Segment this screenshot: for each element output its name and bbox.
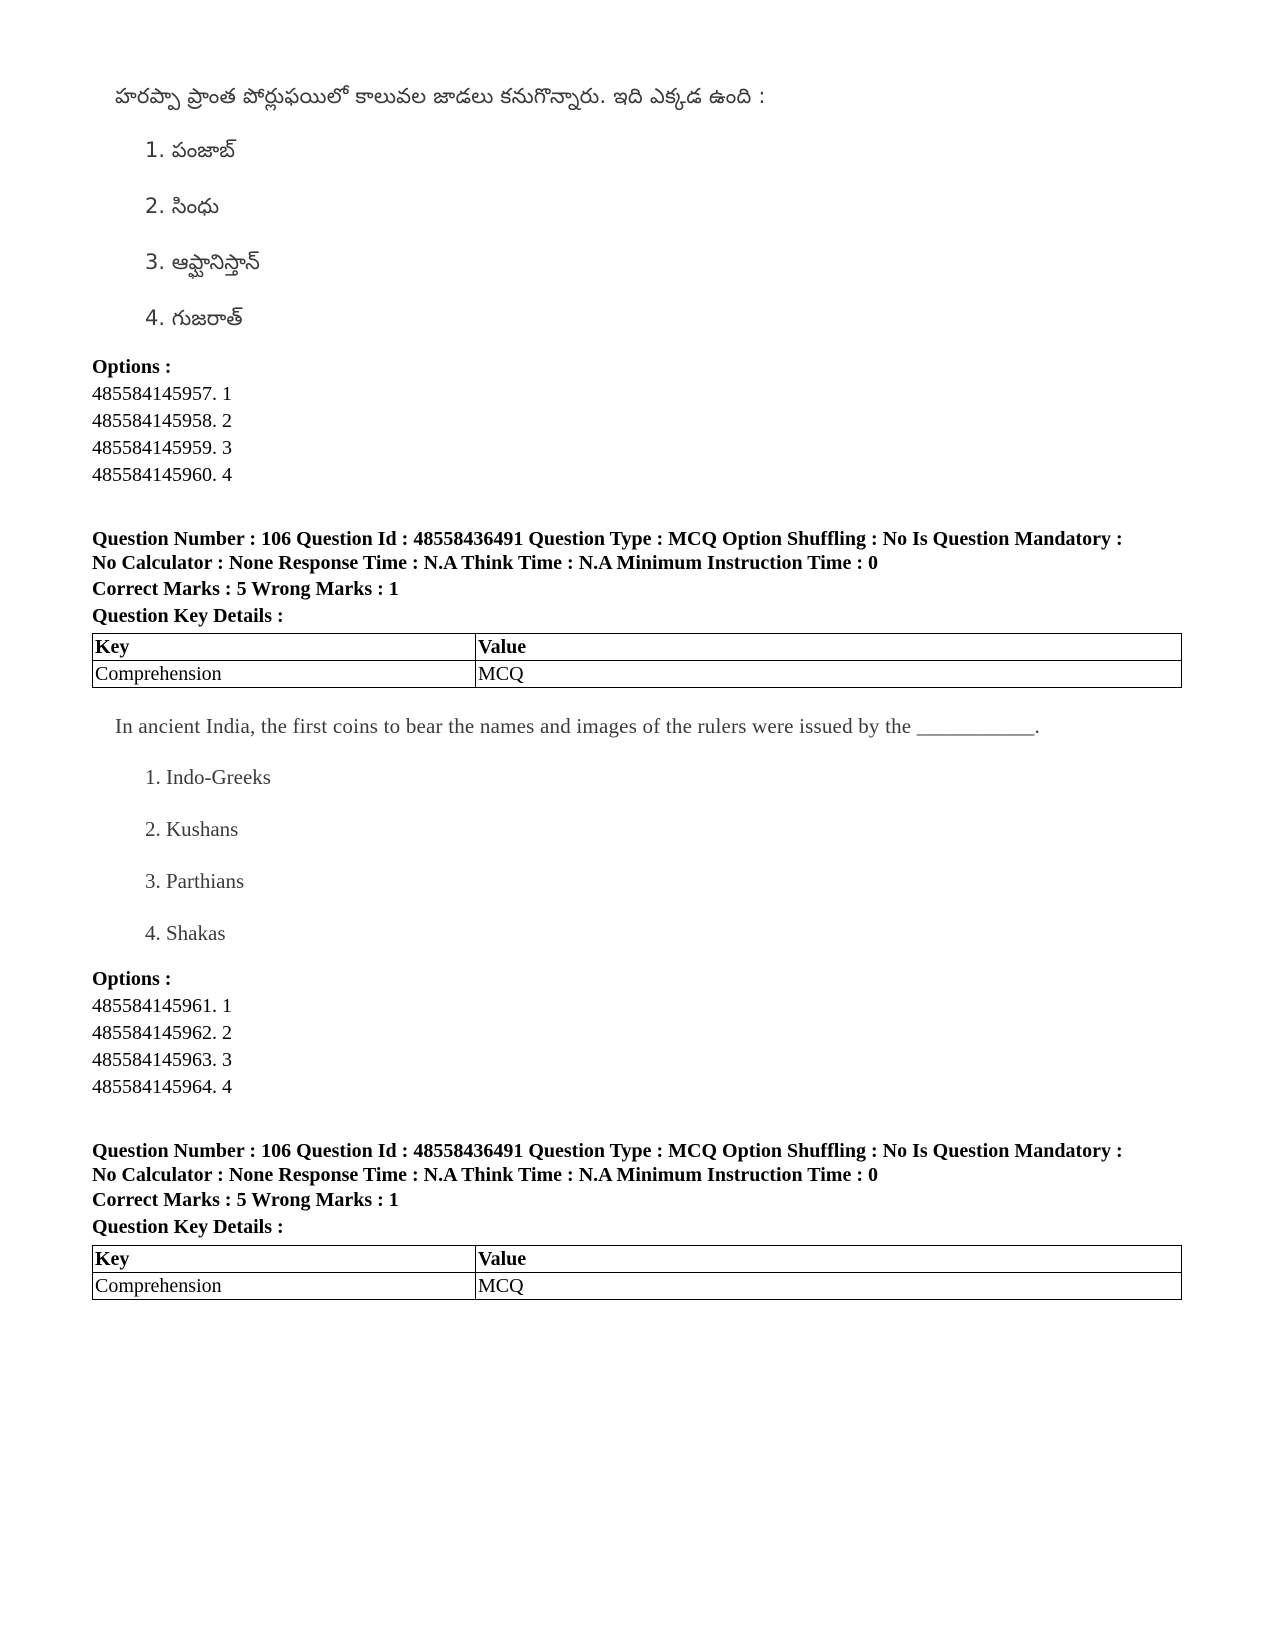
key-details-label-2: Question Key Details : bbox=[92, 1216, 284, 1238]
table-header-value: Value bbox=[476, 634, 1182, 661]
question-meta-1 bbox=[92, 527, 1192, 575]
question-1-choice-1: 1. పంజాబ్ bbox=[145, 138, 236, 162]
option-1-3: 485584145959. 3 bbox=[92, 437, 232, 459]
question-1-choice-4: 4. గుజరాత్ bbox=[145, 306, 243, 330]
option-1-4: 485584145960. 4 bbox=[92, 464, 232, 486]
key-details-label-1: Question Key Details : bbox=[92, 605, 284, 627]
option-1-2: 485584145958. 2 bbox=[92, 410, 232, 432]
table-header-key: Key bbox=[93, 634, 476, 661]
table-cell-value: MCQ bbox=[476, 661, 1182, 688]
table-row bbox=[93, 661, 1182, 688]
key-value-table-1 bbox=[92, 633, 1182, 688]
question-2-choice-2: 2. Kushans bbox=[145, 817, 239, 841]
marks-2: Correct Marks : 5 Wrong Marks : 1 bbox=[92, 1189, 399, 1211]
table-cell-key: Comprehension bbox=[93, 1273, 476, 1300]
table-header-row bbox=[93, 634, 1182, 661]
question-2-choice-1: 1. Indo-Greeks bbox=[145, 765, 271, 789]
table-row bbox=[93, 1273, 1182, 1300]
option-2-3: 485584145963. 3 bbox=[92, 1049, 232, 1071]
table-cell-key: Comprehension bbox=[93, 661, 476, 688]
options-label-2: Options : bbox=[92, 968, 172, 990]
question-1-image bbox=[115, 84, 766, 336]
question-2-image bbox=[115, 714, 1040, 946]
table-header-value: Value bbox=[476, 1246, 1182, 1273]
question-meta-2-line-1: Question Number : 106 Question Id : 48558436491 Question Type : MCQ Option Shuffling : No Is Question Mandatory : bbox=[92, 1140, 1123, 1162]
table-header-row bbox=[93, 1246, 1182, 1273]
question-2-stem: In ancient India, the first coins to bear the names and images of the rulers were issued by the ___________. bbox=[115, 714, 1040, 738]
question-1-choice-3: 3. ఆఫ్ఘానిస్తాన్ bbox=[145, 250, 260, 274]
question-meta-1-line-2: No Calculator : None Response Time : N.A Think Time : N.A Minimum Instruction Time : 0 bbox=[92, 552, 878, 574]
question-1-choice-2: 2. సింధు bbox=[145, 194, 220, 218]
question-2-choice-4: 4. Shakas bbox=[145, 921, 226, 945]
question-2-choice-3: 3. Parthians bbox=[145, 869, 245, 893]
options-label-1: Options : bbox=[92, 356, 172, 378]
option-1-1: 485584145957. 1 bbox=[92, 383, 232, 405]
key-value-table-2 bbox=[92, 1245, 1182, 1300]
table-header-key: Key bbox=[93, 1246, 476, 1273]
question-1-stem: హరప్పా ప్రాంత పోర్లుఫయిలో కాలువల జాడలు కనుగొన్నారు. ఇది ఎక్కడ ఉంది : bbox=[115, 84, 766, 108]
question-meta-2 bbox=[92, 1139, 1192, 1187]
question-meta-2-line-2: No Calculator : None Response Time : N.A Think Time : N.A Minimum Instruction Time : 0 bbox=[92, 1164, 878, 1186]
table-cell-value: MCQ bbox=[476, 1273, 1182, 1300]
option-2-4: 485584145964. 4 bbox=[92, 1076, 232, 1098]
option-2-1: 485584145961. 1 bbox=[92, 995, 232, 1017]
option-2-2: 485584145962. 2 bbox=[92, 1022, 232, 1044]
question-meta-1-line-1: Question Number : 106 Question Id : 48558436491 Question Type : MCQ Option Shuffling : No Is Question Mandatory : bbox=[92, 528, 1123, 550]
marks-1: Correct Marks : 5 Wrong Marks : 1 bbox=[92, 578, 399, 600]
